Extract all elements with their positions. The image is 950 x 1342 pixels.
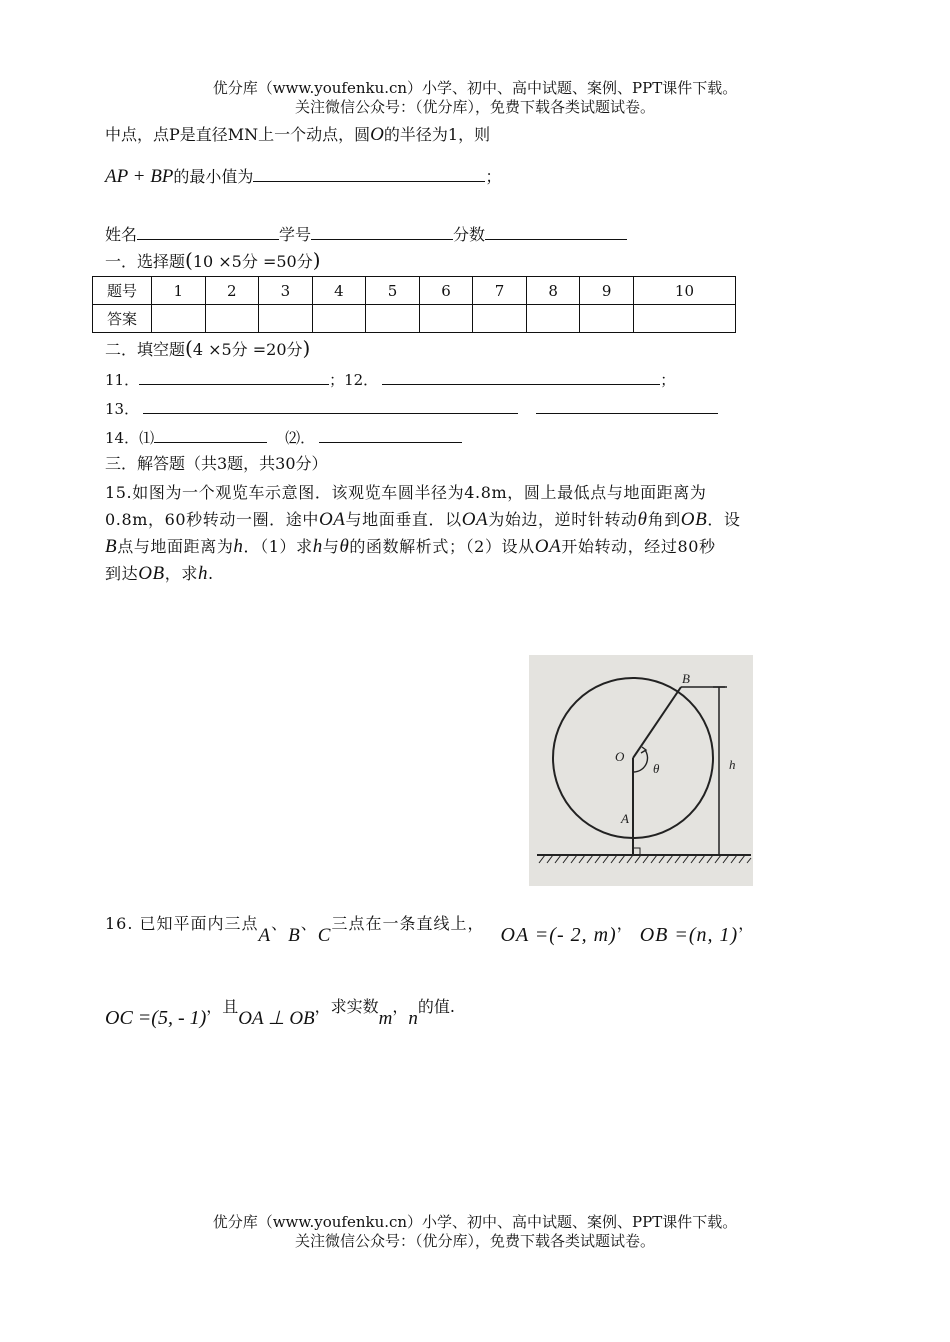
header-line-2: 关注微信公众号：（优分库），免费下载各类试题试卷。 bbox=[294, 98, 655, 116]
answer-cell[interactable] bbox=[312, 305, 366, 333]
page-footer bbox=[0, 1213, 950, 1251]
student-id-blank[interactable] bbox=[311, 223, 453, 240]
label-o: O bbox=[615, 749, 625, 764]
table-cell: 2 bbox=[205, 277, 259, 305]
ferris-wheel-figure bbox=[529, 655, 753, 886]
student-info-line: 姓名 学号 分数 bbox=[105, 223, 627, 246]
blank-12[interactable] bbox=[382, 368, 660, 385]
answer-cell[interactable] bbox=[526, 305, 580, 333]
table-cell: 5 bbox=[366, 277, 420, 305]
blank-13b[interactable] bbox=[536, 397, 718, 414]
footer-line-2: 关注微信公众号：（优分库），免费下载各类试题试卷。 bbox=[294, 1232, 655, 1250]
score-blank[interactable] bbox=[485, 223, 627, 240]
blank-line-13: 13． bbox=[105, 397, 718, 420]
label-b: B bbox=[682, 671, 690, 686]
blank-line-14: 14．⑴ ⑵． bbox=[105, 426, 462, 449]
table-row bbox=[93, 305, 736, 333]
eq-oc: OC =(5, - 1) bbox=[105, 1007, 207, 1029]
blank-14-1[interactable] bbox=[154, 426, 267, 443]
expr-ap-bp: AP + BP bbox=[105, 166, 174, 187]
answer-cell[interactable] bbox=[580, 305, 634, 333]
q15-line-1: 15.如图为一个观览车示意图．该观览车圆半径为4.8m，圆上最低点与地面距离为 bbox=[105, 483, 707, 502]
eq-perp: OA ⊥ OB bbox=[238, 1008, 315, 1029]
answer-cell[interactable] bbox=[205, 305, 259, 333]
q15-line-2: 0.8m，60秒转动一圈．途中OA与地面垂直．以OA为始边，逆时针转动θ角到OB．设 bbox=[105, 509, 741, 530]
section-3-title: 三．解答题（共3题，共30分） bbox=[105, 454, 328, 473]
table-cell: 4 bbox=[312, 277, 366, 305]
table-cell: 8 bbox=[526, 277, 580, 305]
table-row bbox=[93, 277, 736, 305]
table-cell: 1 bbox=[152, 277, 206, 305]
prev-question-line-2: AP + BP的最小值为 ； bbox=[105, 166, 502, 187]
q15-line-4: 到达OB，求h. bbox=[105, 563, 214, 584]
eq-oa: OA =(- 2, m) bbox=[500, 924, 617, 946]
name-blank[interactable] bbox=[137, 223, 279, 240]
question-15 bbox=[105, 479, 850, 587]
section-2-title: 二．填空题(4 ×5分 =20分) bbox=[105, 336, 311, 360]
blank-13a[interactable] bbox=[143, 397, 518, 414]
table-head-number: 题号 bbox=[93, 277, 152, 305]
label-a: A bbox=[621, 811, 629, 826]
question-16-line-2: OC =(5, - 1)，且OA ⊥ OB，求实数m，n的值. bbox=[105, 997, 456, 1029]
answer-cell[interactable] bbox=[633, 305, 735, 333]
header-line-1: 优分库（www.youfenku.cn）小学、初中、高中试题、案例、PPT课件下载。 bbox=[212, 79, 738, 97]
blank-line-11-12: 11． ；12． ； bbox=[105, 368, 675, 391]
table-cell: 9 bbox=[580, 277, 634, 305]
answer-cell[interactable] bbox=[366, 305, 420, 333]
blank-14-2[interactable] bbox=[319, 426, 462, 443]
label-theta: θ bbox=[653, 761, 660, 776]
answer-cell[interactable] bbox=[473, 305, 527, 333]
answer-cell[interactable] bbox=[419, 305, 473, 333]
prev-question-line-1: 中点，点P是直径MN上一个动点，圆O的半径为1，则 bbox=[105, 124, 491, 145]
blank-11[interactable] bbox=[139, 368, 329, 385]
page-header bbox=[0, 79, 950, 117]
q15-line-3: B点与地面距离为h．（1）求h与θ的函数解析式；（2）设从OA开始转动，经过80秒 bbox=[105, 536, 716, 557]
table-cell: 6 bbox=[419, 277, 473, 305]
label-h: h bbox=[729, 757, 736, 772]
table-head-answer: 答案 bbox=[93, 305, 152, 333]
footer-line-1: 优分库（www.youfenku.cn）小学、初中、高中试题、案例、PPT课件下载。 bbox=[212, 1213, 738, 1231]
section-1-title: 一．选择题(10 ×5分 =50分) bbox=[105, 248, 321, 272]
question-16-line-1: 16. 已知平面内三点A、B、C三点在一条直线上，OA =(- 2, m)，OB =(n, 1)， bbox=[105, 914, 756, 946]
answer-table bbox=[92, 276, 736, 333]
answer-cell[interactable] bbox=[152, 305, 206, 333]
table-cell: 7 bbox=[473, 277, 527, 305]
eq-ob: OB =(n, 1) bbox=[639, 924, 739, 946]
table-cell: 10 bbox=[633, 277, 735, 305]
answer-blank[interactable] bbox=[253, 165, 485, 182]
table-cell: 3 bbox=[259, 277, 313, 305]
answer-cell[interactable] bbox=[259, 305, 313, 333]
